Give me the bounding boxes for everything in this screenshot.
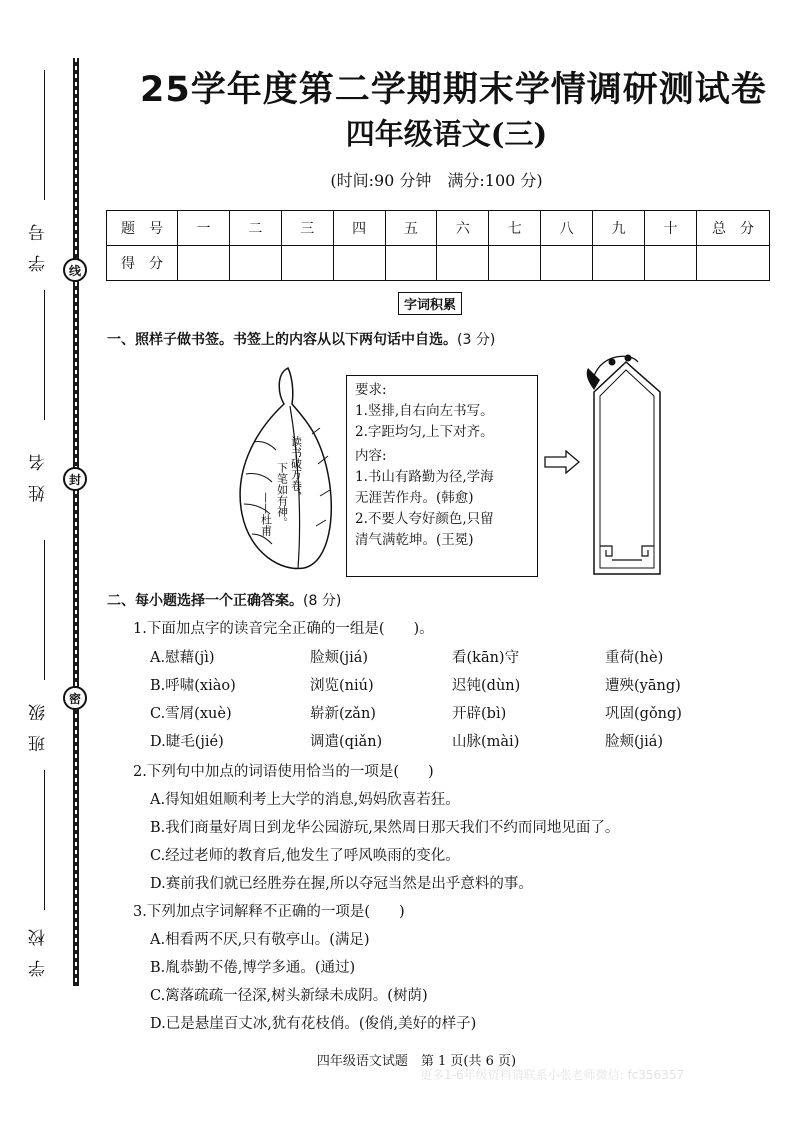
q2-1-option-a-3: 看(kān)守 [452,650,520,666]
q2-1-option-d-3: 山脉(mài) [452,734,520,750]
q2-3-stem: 3.下列加点字词解释不正确的一项是( ) [133,904,405,920]
score-cell[interactable] [697,246,770,281]
q2-1-option-a-4: 重荷(hè) [605,650,664,666]
time-info: (时间:90 分钟 满分:100 分) [330,171,543,190]
score-header-cell: 总 分 [697,211,770,246]
section-tag: 字词积累 [398,292,462,315]
q2-1-stem: 1.下面加点字的读音完全正确的一组是( )。 [133,621,434,637]
q2-1-option-b-1: B.呼啸(xiào) [150,678,236,694]
binding-line [73,58,79,986]
seal-mi: 密 [63,686,87,710]
q2-2-option-c: C.经过老师的教育后,他发生了呼风唤雨的变化。 [150,848,460,864]
school-label: 学校 [29,915,49,977]
q2-1-option-c-2: 崭新(zǎn) [310,706,376,722]
q2-3-option-b: B.胤恭勤不倦,博学多通。(通过) [150,960,356,976]
score-header-cell: 七 [489,211,541,246]
score-header-cell: 九 [593,211,645,246]
score-cell[interactable] [541,246,593,281]
score-header-cell: 二 [229,211,281,246]
q2-2-option-b: B.我们商量好周日到龙华公园游玩,果然周日那天我们不约而同地见面了。 [150,820,620,836]
school-line [44,770,45,910]
score-cell[interactable] [437,246,489,281]
q2-1-option-c-1: C.雪屑(xuè) [150,706,232,722]
arrow-right-icon [544,450,580,474]
name-label: 姓名 [29,440,49,502]
score-cell[interactable] [178,246,230,281]
q2-3-option-c: C.篱落疏疏一径深,树头新绿未成阴。(树荫) [150,988,428,1004]
page-footer: 四年级语文试题 第 1 页(共 6 页) [316,1054,517,1069]
req-title: 要求: [355,382,387,398]
q2-1-option-c-4: 巩固(gǒng) [605,706,682,722]
score-cell[interactable] [593,246,645,281]
score-header-cell: 八 [541,211,593,246]
empty-bookmark-template[interactable] [582,350,672,578]
student-id-label: 学号 [29,210,49,272]
score-cell[interactable] [333,246,385,281]
q2-2-option-d: D.赛前我们就已经胜券在握,所以夺冠当然是出乎意料的事。 [150,876,533,892]
score-cell[interactable] [385,246,437,281]
score-header-cell: 三 [281,211,333,246]
content-line: 2.不要人夸好颜色,只留 [355,511,494,527]
seal-xian: 线 [63,258,87,282]
content-line: 1.书山有路勤为径,学海 [355,469,494,485]
q2-1-option-a-1: A.慰藉(jì) [150,650,215,666]
watermark: 更多1-6年级资料请联系小张老师微信: fc356357 [420,1068,685,1082]
score-header-cell: 十 [645,211,697,246]
score-cell[interactable] [489,246,541,281]
q2-1-option-b-2: 浏览(niú) [310,678,374,694]
content-line: 清气满乾坤。(王冕) [355,532,474,548]
exam-subtitle: 四年级语文(三) [345,117,548,151]
q2-1-option-c-3: 开辟(bì) [452,706,507,722]
requirements-box [346,375,538,577]
q2-heading: 二、每小题选择一个正确答案。(8 分) [107,593,342,609]
q2-2-option-a: A.得知姐姐顺利考上大学的消息,妈妈欣喜若狂。 [150,792,460,808]
q1-heading: 一、照样子做书签。书签上的内容从以下两句话中自选。(3 分) [107,332,496,348]
req-item: 2.字距均匀,上下对齐。 [355,424,494,440]
content-line: 无涯苦作舟。(韩愈) [355,490,474,506]
score-table-score-row [107,246,770,281]
score-header-cell: 六 [437,211,489,246]
q2-1-option-b-3: 迟钝(dùn) [452,678,521,694]
q2-1-option-d-1: D.睫毛(jié) [150,734,224,750]
score-header-cell: 五 [385,211,437,246]
q2-1-option-b-4: 遭殃(yāng) [605,678,681,694]
score-cell[interactable] [645,246,697,281]
score-row-label: 得 分 [107,246,178,281]
class-label: 班级 [29,690,49,752]
q2-2-stem: 2.下列句中加点的词语使用恰当的一项是( ) [133,764,434,780]
class-line [44,540,45,680]
score-header-cell: 一 [178,211,230,246]
score-table [106,210,770,281]
score-table-header-row [107,211,770,246]
q2-3-option-a: A.相看两不厌,只有敬亭山。(满足) [150,932,370,948]
q2-1-option-a-2: 脸颊(jiá) [310,650,369,666]
leaf-text-col2: 下笔如有神。 [275,462,289,528]
req-item: 1.竖排,自右向左书写。 [355,403,494,419]
seal-feng: 封 [63,467,87,491]
score-header-cell: 题 号 [107,211,178,246]
score-cell[interactable] [229,246,281,281]
q2-1-option-d-4: 脸颊(jiá) [605,734,664,750]
leaf-text-col3: ——杜甫 [259,492,273,536]
leaf-bookmark-illustration [232,364,336,578]
q2-1-option-d-2: 调遣(qiǎn) [310,734,383,750]
q2-3-option-d: D.已是悬崖百丈冰,犹有花枝俏。(俊俏,美好的样子) [150,1016,477,1032]
content-title: 内容: [355,448,387,464]
score-cell[interactable] [281,246,333,281]
exam-title: 25学年度第二学期期末学情调研测试卷 [140,70,767,110]
score-header-cell: 四 [333,211,385,246]
leaf-text-col1: 读书破万卷， [289,436,303,502]
name-line [44,290,45,420]
